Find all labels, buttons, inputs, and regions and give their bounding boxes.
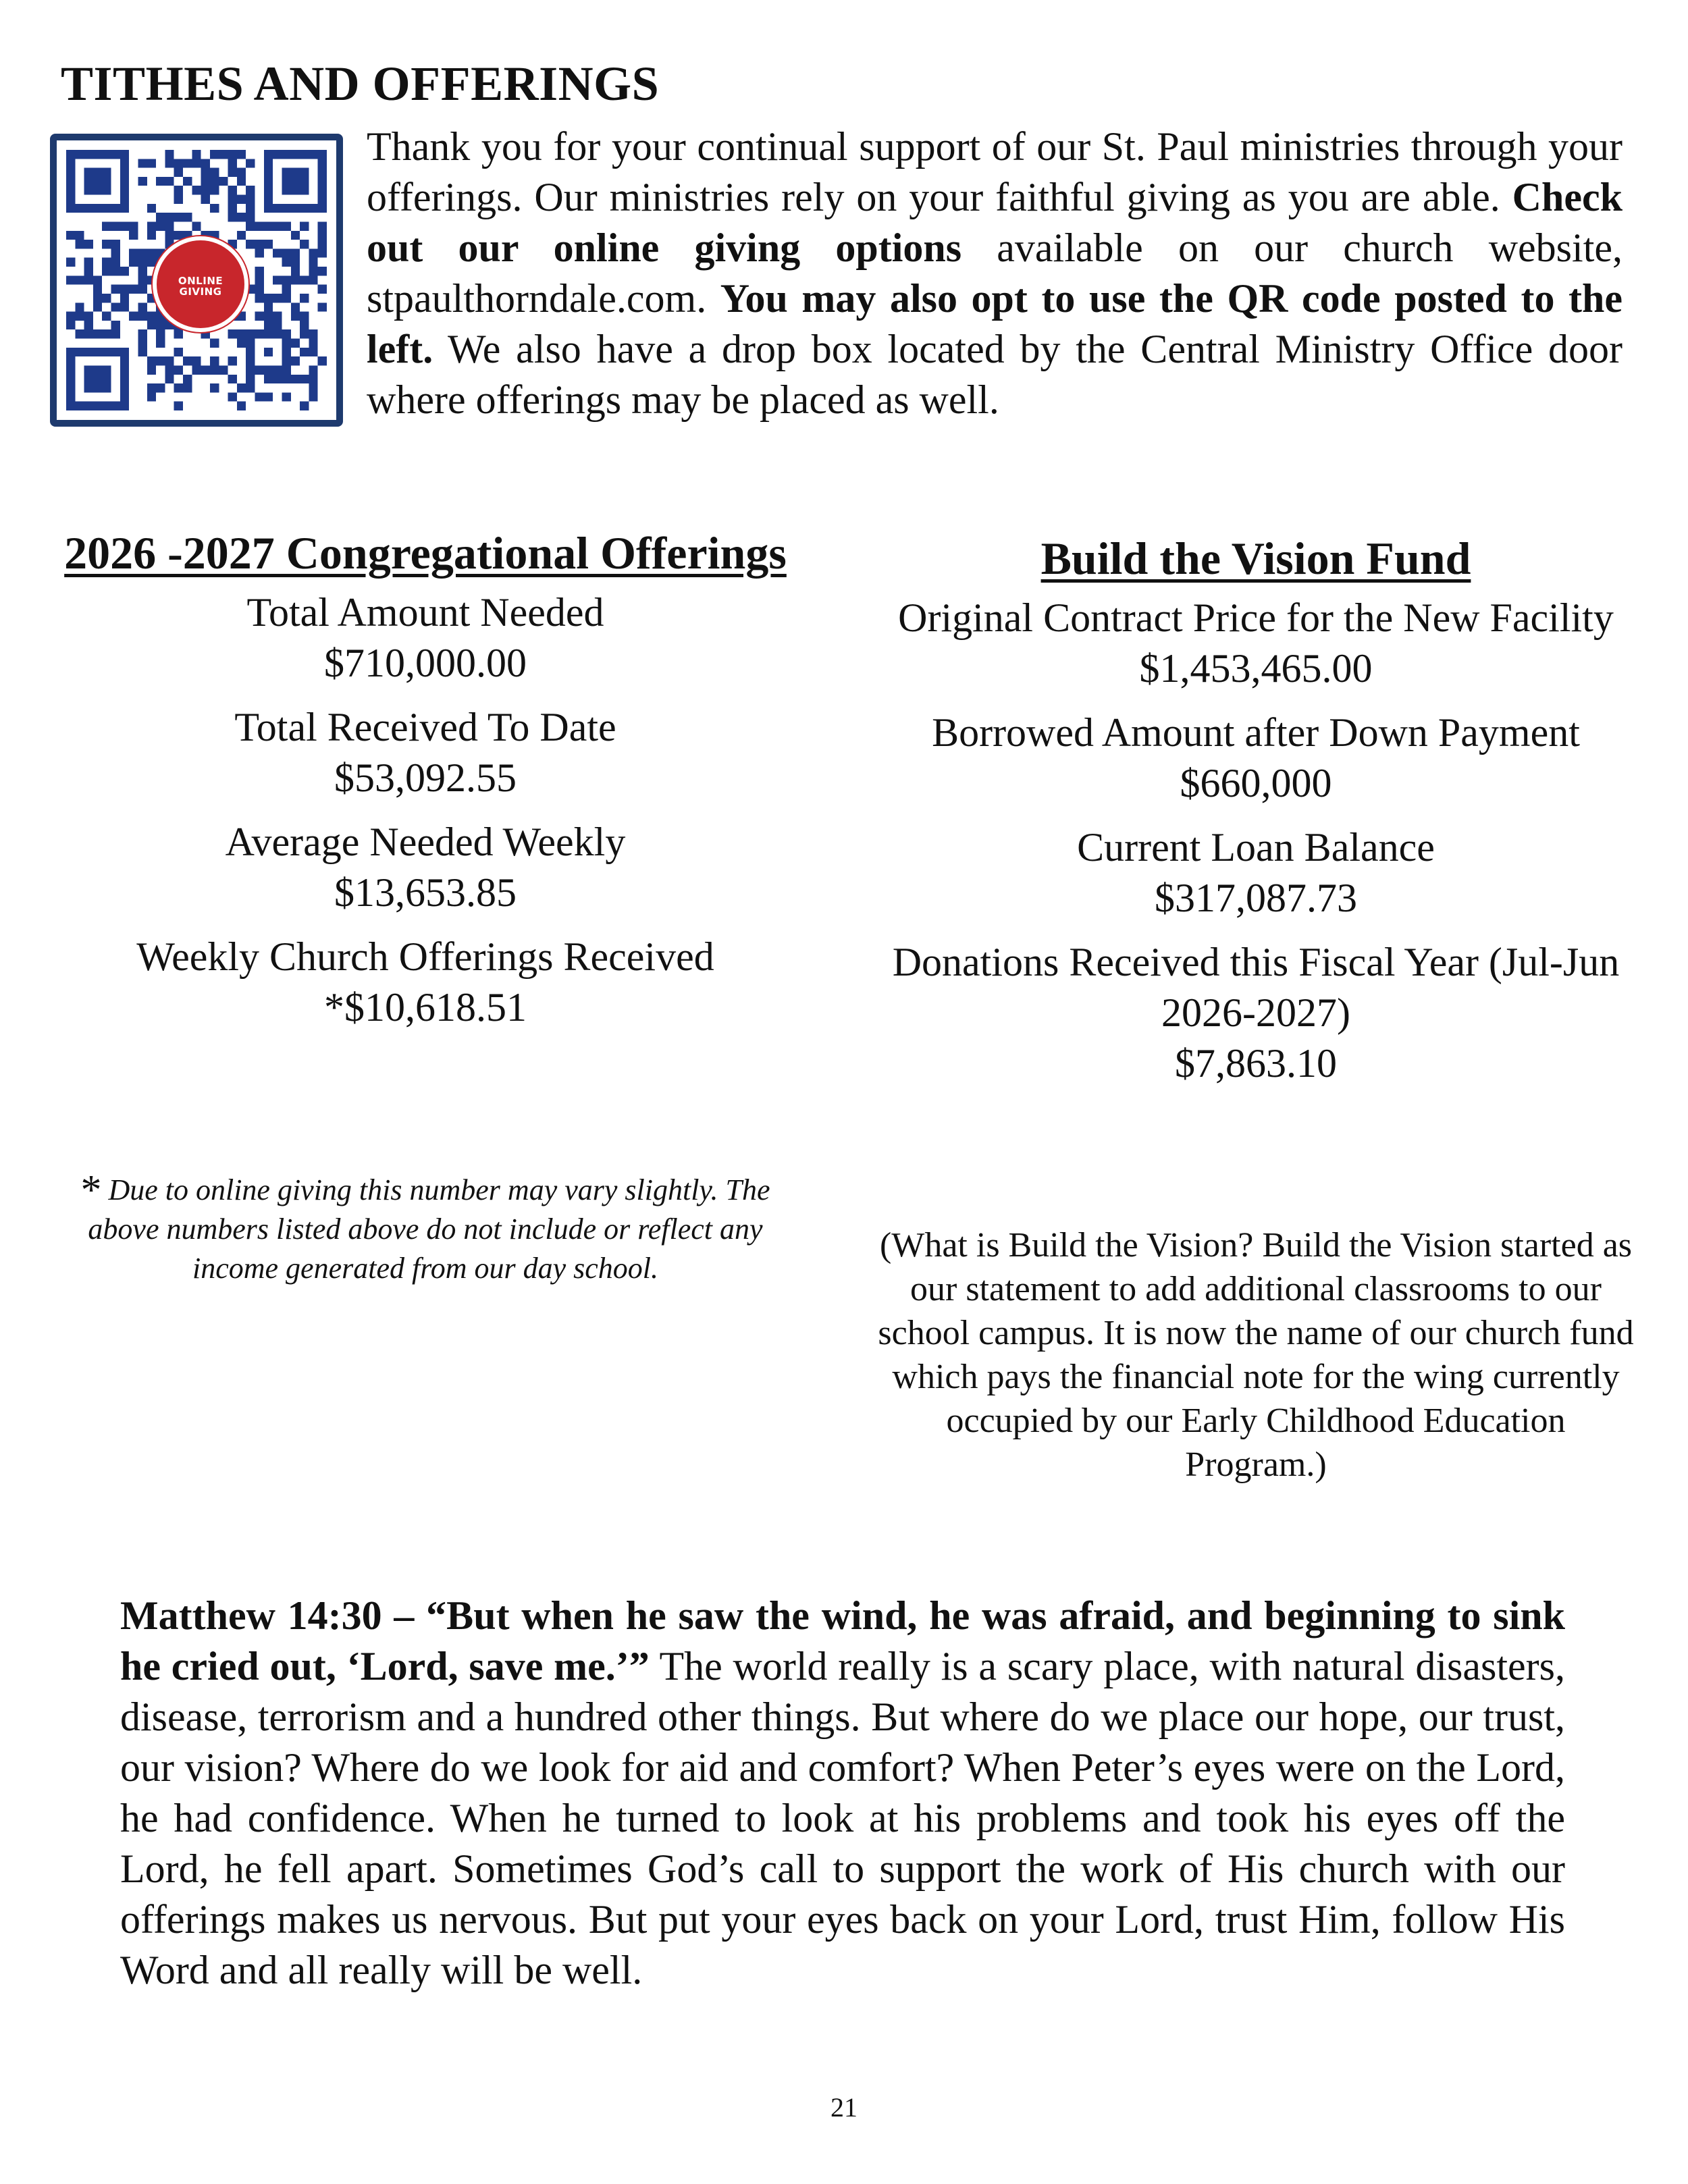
stat-weekly-received — [61, 932, 790, 1033]
offerings-footnote — [61, 1167, 790, 1288]
stat-value: $317,087.73 — [1155, 876, 1357, 920]
stat-label: Average Needed Weekly — [225, 820, 626, 864]
stat-label: Borrowed Amount after Down Payment — [932, 710, 1580, 755]
stat-donations-received — [864, 937, 1647, 1089]
intro-bold-qr: You may also opt to use the QR code posted to the left. — [367, 276, 1623, 371]
page-title: TITHES AND OFFERINGS — [61, 57, 660, 111]
online-giving-badge-text — [157, 275, 244, 297]
intro-bold-online-giving: Check out our online giving options — [367, 175, 1623, 270]
stat-total-needed — [61, 587, 790, 689]
stat-label: Donations Received this Fiscal Year (Jul-Jun 2026-2027) — [892, 940, 1620, 1035]
online-giving-qr-code[interactable] — [50, 134, 343, 427]
intro-text-1: Thank you for your continual support of our St. Paul ministries through your offerings. Our ministries rely on your faithful giving as you are able. — [367, 124, 1623, 219]
stat-label: Original Contract Price for the New Facility — [898, 595, 1614, 640]
stat-average-weekly — [61, 817, 790, 918]
vision-heading: Build the Vision Fund — [1040, 533, 1471, 584]
footnote-text: Due to online giving this number may vary slightly. The above numbers listed above do not include or reflect any income generated from our day school. — [88, 1173, 770, 1285]
badge-line-2: GIVING — [179, 286, 222, 298]
stat-value: $1,453,465.00 — [1139, 646, 1373, 691]
stat-value: $660,000 — [1180, 761, 1332, 805]
stat-value: $7,863.10 — [1175, 1041, 1337, 1086]
stat-label: Current Loan Balance — [1077, 825, 1435, 870]
stat-label: Weekly Church Offerings Received — [136, 934, 714, 979]
devotional-body: The world really is a scary place, with natural disasters, disease, terrorism and a hundred other things. But where do we place our hope, our trust, our vision? Where do we look for aid and comfort? When Peter’s eyes were on the Lord, he had confidence. When he turned to look at his problems and took his eyes off the Lord, he fell apart. Sometimes God’s call to support the work of His church with our offerings makes us nervous. But put your eyes back on your Lord, trust Him, follow His Word and all really will be well. — [120, 1644, 1565, 1992]
offerings-heading: 2026 -2027 Congregational Offerings — [64, 527, 787, 579]
intro-text-3: We also have a drop box located by the Central Ministry Office door where offerings may be placed as well. — [367, 327, 1623, 422]
stat-value: $710,000.00 — [324, 641, 527, 685]
stat-contract-price — [864, 593, 1647, 694]
stat-label: Total Received To Date — [234, 705, 616, 749]
devotional-verse: Matthew 14:30 – “But when he saw the wind, he was afraid, and beginning to sink he cried out, ‘Lord, save me.’” — [120, 1593, 1565, 1688]
devotional-paragraph — [120, 1591, 1565, 1996]
congregational-offerings-section — [61, 527, 790, 1033]
footnote-asterisk: * — [80, 1167, 102, 1213]
stat-borrowed-amount — [864, 708, 1647, 809]
stat-value: $13,653.85 — [334, 870, 517, 915]
vision-explanation-note: (What is Build the Vision? Build the Vision started as our statement to add additional classrooms to our school campus. It is now the name of our church fund which pays the financial note for the wing currently occupied by our Early Childhood Education Program.) — [878, 1226, 1634, 1484]
intro-paragraph — [367, 122, 1623, 425]
build-the-vision-section — [864, 532, 1647, 1089]
stat-value: *$10,618.51 — [324, 985, 527, 1030]
page-number: 21 — [830, 2092, 858, 2123]
stat-total-received — [61, 702, 790, 803]
stat-label: Total Amount Needed — [246, 590, 604, 635]
stat-loan-balance — [864, 822, 1647, 924]
badge-line-1: ONLINE — [178, 275, 223, 287]
online-giving-badge-icon — [153, 236, 248, 332]
intro-text-2: available on our church website, stpaulthorndale.com. — [367, 225, 1623, 321]
stat-value: $53,092.55 — [334, 755, 517, 800]
